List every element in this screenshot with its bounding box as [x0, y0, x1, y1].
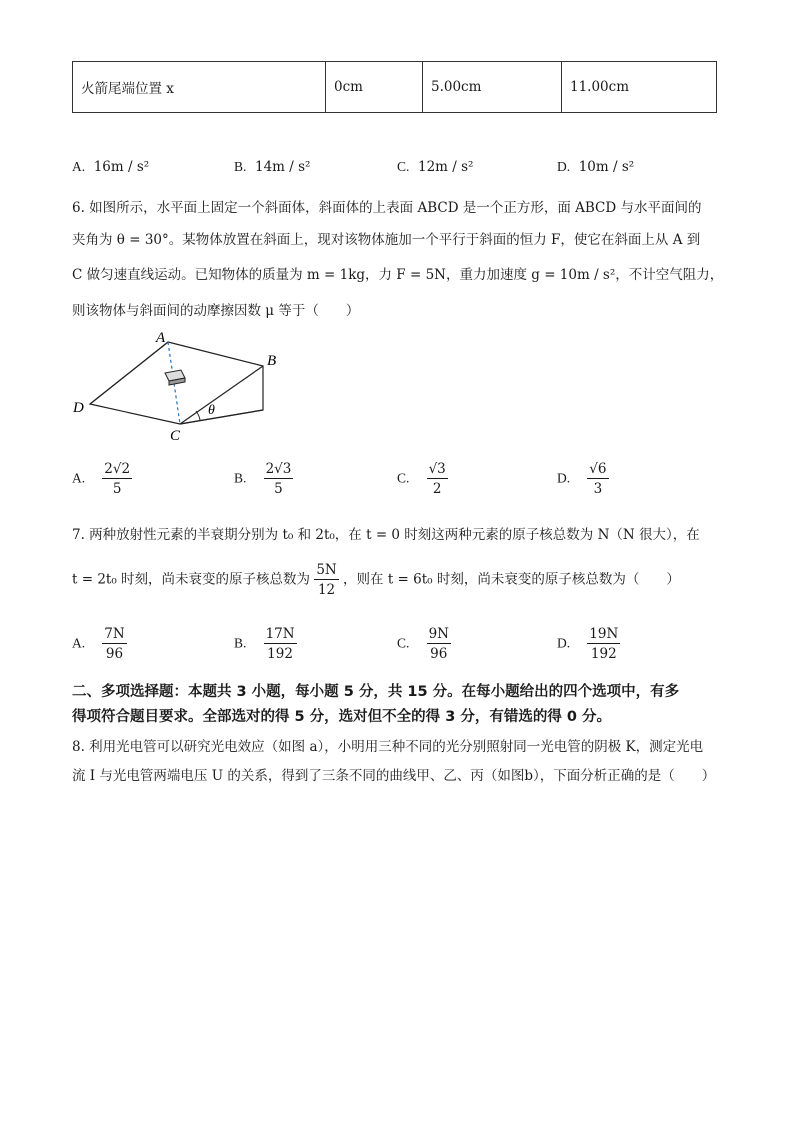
label-d: D — [73, 400, 84, 416]
q5-option-b[interactable]: B. 14m / s² — [234, 159, 311, 175]
table-cell-v1: 0cm — [326, 62, 423, 113]
fraction: $\frac{9N}{96}$ — [428, 626, 449, 662]
q6-option-d[interactable]: D. $\frac{√6}{3}$ — [557, 461, 607, 497]
q7-line-2: t = 2t₀ 时刻，尚未衰变的原子核总数为 $\frac{5N}{12}$ ，则在 t = 6t₀ 时刻，尚未衰变的原子核总数为（ ） — [72, 562, 680, 598]
q7-option-d[interactable]: D. $\frac{19N}{192}$ — [557, 626, 619, 662]
fraction: $\frac{5N}{12}$ — [316, 562, 337, 598]
fraction: $\frac{√6}{3}$ — [589, 461, 607, 497]
incline-figure — [68, 326, 288, 446]
q6-line-3: C 做匀速直线运动。已知物体的质量为 m = 1kg，力 F = 5N，重力加速度 g = 10m / s²，不计空气阻力， — [72, 267, 724, 283]
fraction: $\frac{7N}{96}$ — [104, 626, 125, 662]
fraction: $\frac{2√3}{5}$ — [265, 461, 292, 497]
section-heading-line-1: 二、多项选择题：本题共 3 小题，每小题 5 分，共 15 分。在每小题给出的四个选项中，有多 — [72, 684, 680, 700]
label-a: A — [156, 330, 166, 346]
q8-line-1: 8. 利用光电管可以研究光电效应（如图 a），小明用三种不同的光分别照射同一光电管的阴极 K，测定光电 — [72, 739, 704, 755]
q7-line-1: 7. 两种放射性元素的半衰期分别为 t₀ 和 2t₀，在 t = 0 时刻这两种元素的原子核总数为 N（N 很大），在 — [72, 527, 700, 543]
q6-line-4: 则该物体与斜面间的动摩擦因数 μ 等于（ ） — [72, 303, 360, 319]
q7-option-c[interactable]: C. $\frac{9N}{96}$ — [397, 626, 449, 662]
q7-option-a[interactable]: A. $\frac{7N}{96}$ — [72, 626, 125, 662]
section-heading-line-2: 得项符合题目要求。全部选对的得 5 分，选对但不全的得 3 分，有错选的得 0 分。 — [72, 709, 612, 725]
table-cell-label: 火箭尾端位置 x — [73, 62, 326, 113]
fraction: $\frac{17N}{192}$ — [265, 626, 295, 662]
q5-option-c[interactable]: C. 12m / s² — [397, 159, 474, 175]
block-icon — [165, 370, 185, 385]
fraction: $\frac{19N}{192}$ — [589, 626, 619, 662]
q6-line-1: 6. 如图所示，水平面上固定一个斜面体，斜面体的上表面 ABCD 是一个正方形，面 ABCD 与水平面间的 — [72, 200, 702, 216]
fraction: $\frac{√3}{2}$ — [428, 461, 446, 497]
label-theta: θ — [208, 403, 215, 418]
q6-option-a[interactable]: A. $\frac{2√2}{5}$ — [72, 461, 131, 497]
label-b: B — [267, 353, 277, 369]
q6-line-2: 夹角为 θ = 30°。某物体放置在斜面上，现对该物体施加一个平行于斜面的恒力 F，使它在斜面上从 A 到 — [72, 232, 701, 248]
q7-option-b[interactable]: B. $\frac{17N}{192}$ — [234, 626, 295, 662]
fraction: $\frac{2√2}{5}$ — [104, 461, 131, 497]
table-cell-v3: 11.00cm — [562, 62, 717, 113]
q5-option-a[interactable]: A. 16m / s² — [72, 159, 150, 175]
label-c: C — [170, 428, 181, 444]
q5-option-d[interactable]: D. 10m / s² — [557, 159, 635, 175]
q8-line-2: 流 I 与光电管两端电压 U 的关系，得到了三条不同的曲线甲、乙、丙（如图b），下面分析正确的是（ ） — [72, 768, 716, 784]
data-table — [72, 61, 717, 113]
table-row — [73, 62, 717, 113]
q6-option-b[interactable]: B. $\frac{2√3}{5}$ — [234, 461, 292, 497]
q6-option-c[interactable]: C. $\frac{√3}{2}$ — [397, 461, 446, 497]
table-cell-v2: 5.00cm — [423, 62, 562, 113]
